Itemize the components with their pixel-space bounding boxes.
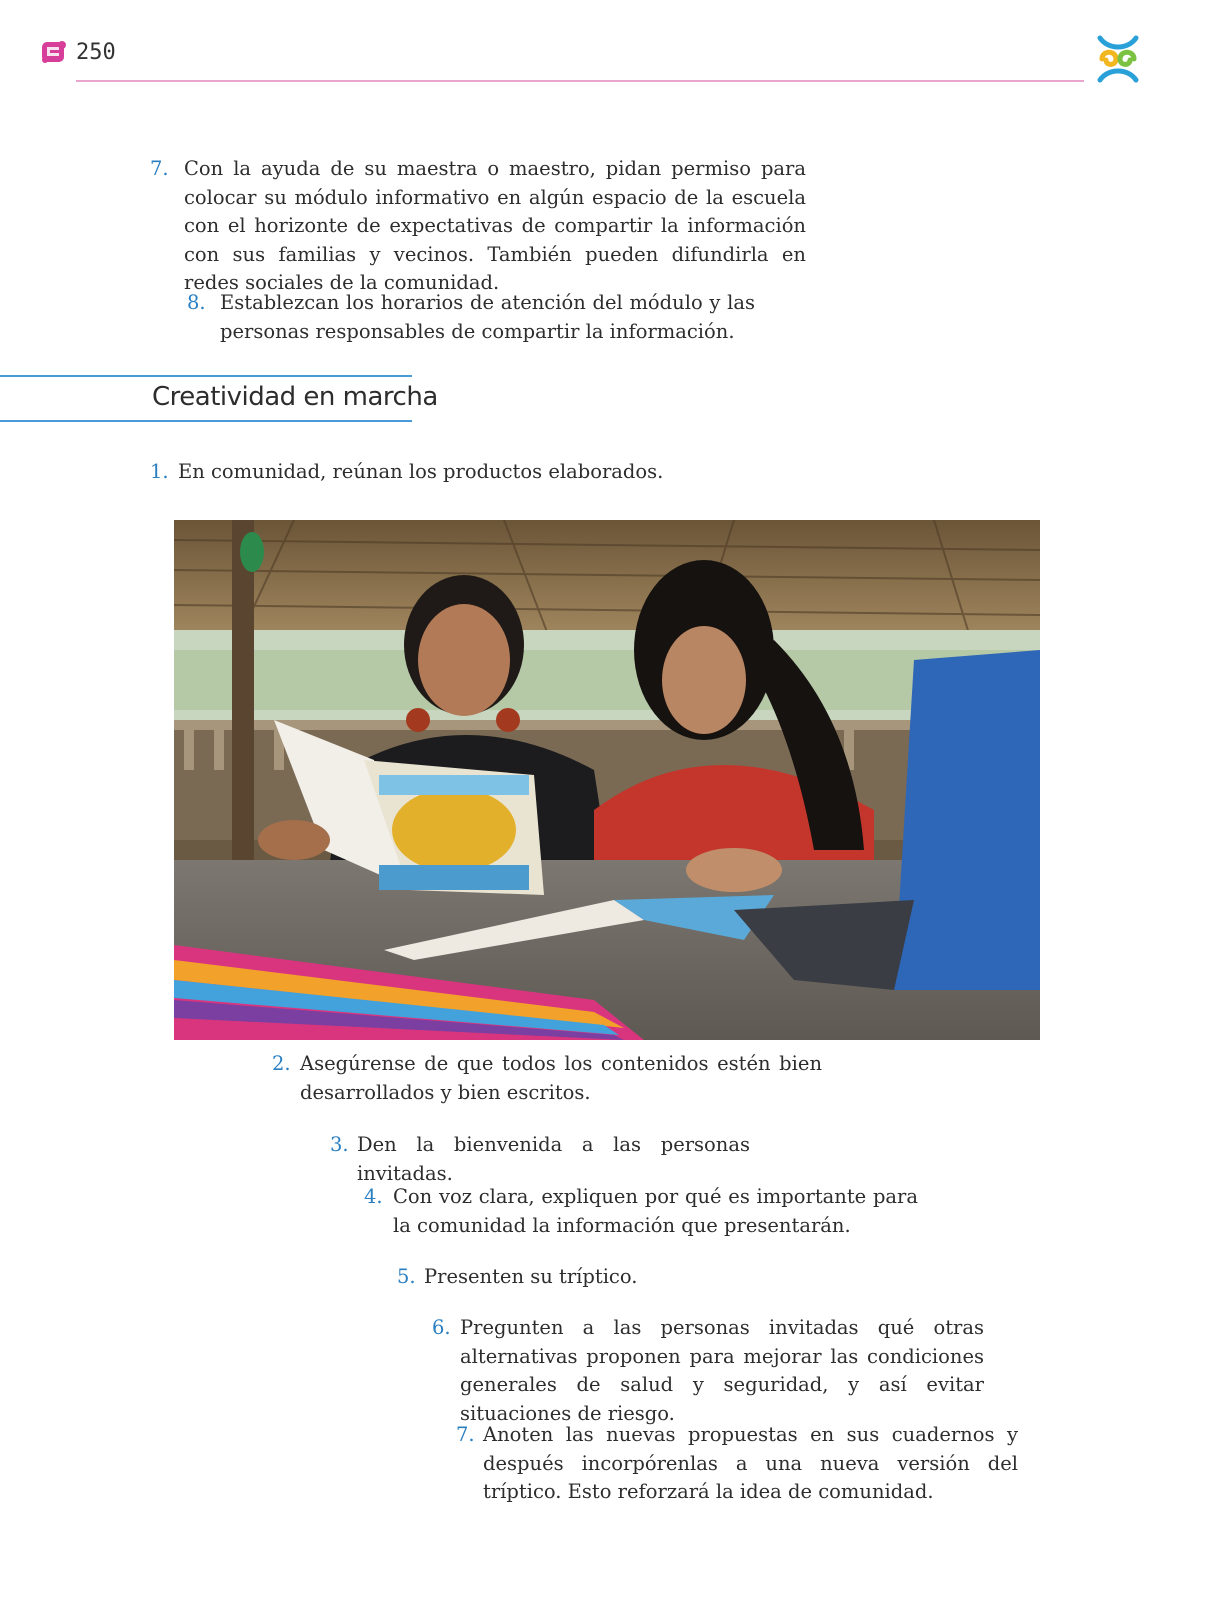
list-item: [456, 1421, 1018, 1507]
page-header: [40, 38, 116, 66]
item-number: 7.: [150, 157, 169, 180]
list-item: [187, 289, 755, 346]
item-number: 7.: [456, 1423, 475, 1446]
list-item: [364, 1183, 918, 1240]
item-number: 8.: [187, 291, 206, 314]
section-rule-bottom: [0, 420, 412, 422]
item-number: 4.: [364, 1185, 383, 1208]
item-text: Anoten las nuevas propuestas en sus cuadernos y después incorpórenlas a una nueva versión del tríptico. Esto reforzará la idea de comunidad.: [483, 1423, 1018, 1503]
section-title: Creatividad en marcha: [152, 382, 438, 412]
item-number: 3.: [330, 1133, 349, 1156]
item-text: Presenten su tríptico.: [424, 1265, 638, 1288]
list-item: [330, 1131, 750, 1188]
item-text: Pregunten a las personas invitadas qué otras alternativas proponen para mejorar las condiciones generales de salud y seguridad, y así evitar situaciones de riesgo.: [460, 1316, 984, 1425]
item-number: 2.: [272, 1052, 291, 1075]
item-text: Con voz clara, expliquen por qué es importante para la comunidad la información que presentarán.: [393, 1185, 918, 1237]
item-text: En comunidad, reúnan los productos elaborados.: [178, 460, 664, 483]
page-number: 250: [76, 39, 116, 65]
item-number: 5.: [397, 1265, 416, 1288]
list-item: [150, 458, 770, 487]
decorative-glyph-icon: [40, 38, 68, 66]
photo-women-reading: [174, 520, 1040, 1040]
list-item: [432, 1314, 984, 1428]
section-rule-top: [0, 375, 412, 377]
collection-logo-icon: [1092, 32, 1144, 86]
list-item: [150, 155, 806, 298]
list-item: [272, 1050, 822, 1107]
photo-illustration: [174, 520, 1040, 1040]
item-text: Establezcan los horarios de atención del módulo y las personas responsables de compartir la información.: [220, 291, 755, 343]
item-text: Con la ayuda de su maestra o maestro, pidan permiso para colocar su módulo informativo en algún espacio de la escuela con el horizonte de expectativas de compartir la información con sus familias y vecinos. También pueden difundirla en redes sociales de la comunidad.: [184, 157, 806, 294]
list-item: [397, 1263, 697, 1292]
item-number: 6.: [432, 1316, 451, 1339]
item-text: Asegúrense de que todos los contenidos estén bien desarrollados y bien escritos.: [300, 1052, 822, 1104]
header-rule: [76, 80, 1084, 82]
item-number: 1.: [150, 460, 169, 483]
item-text: Den la bienvenida a las personas invitadas.: [357, 1133, 750, 1185]
